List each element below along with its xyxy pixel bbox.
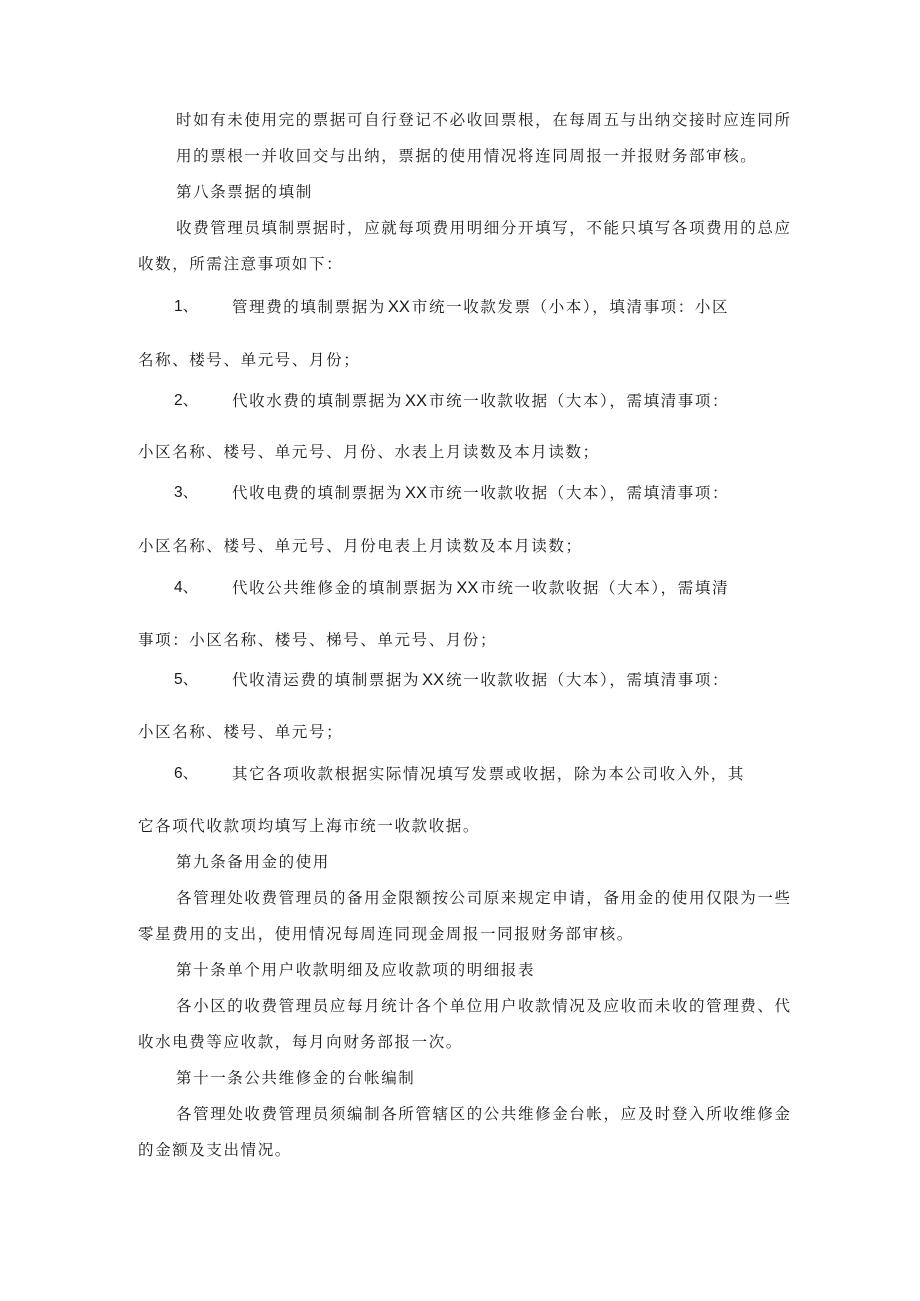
paragraph-line: 收数，所需注意事项如下： xyxy=(138,255,344,273)
section-heading-8: 第八条票据的填制 xyxy=(176,183,313,201)
section-heading-10: 第十条单个用户收款明细及应收款项的明细报表 xyxy=(176,961,536,979)
paragraph-line: 的金额及支出情况。 xyxy=(138,1141,292,1159)
item-text-xx: XX xyxy=(405,484,428,502)
item-text-post: 统一收款收据（大本），需填清事项： xyxy=(446,671,730,689)
item-number: 6、 xyxy=(174,765,199,782)
item-text xyxy=(232,670,729,690)
item-text-post: 市统一收款收据（大本），需填清事项： xyxy=(429,392,730,410)
item-text-xx: XX xyxy=(456,579,479,597)
item-number: 5、 xyxy=(174,671,199,688)
paragraph-line: 各管理处收费管理员须编制各所管辖区的公共维修金台帐，应及时登入所收维修金 xyxy=(176,1105,792,1123)
item-continuation: 名称、楼号、单元号、月份； xyxy=(138,351,361,369)
item-text-xx: XX xyxy=(387,298,410,316)
item-number: 1、 xyxy=(174,298,199,315)
item-continuation: 它各项代收款项均填写上海市统一收款收据。 xyxy=(138,817,481,835)
item-text-pre: 代收公共维修金的填制票据为 xyxy=(232,579,455,597)
item-text-pre: 代收清运费的填制票据为 xyxy=(232,671,421,689)
paragraph-line: 零星费用的支出，使用情况每周连同现金周报一同报财务部审核。 xyxy=(138,925,634,943)
paragraph-line: 各管理处收费管理员的备用金限额按公司原来规定申请，备用金的使用仅限为一些 xyxy=(176,889,792,907)
item-text-pre: 代收电费的填制票据为 xyxy=(232,484,404,502)
item-number: 4、 xyxy=(174,579,199,596)
item-text-pre: 管理费的填制票据为 xyxy=(232,298,386,316)
section-heading-9: 第九条备用金的使用 xyxy=(176,853,330,871)
item-continuation: 事项：小区名称、楼号、梯号、单元号、月份； xyxy=(138,631,498,649)
item-text-post: 市统一收款发票（小本），填清事项：小区 xyxy=(411,298,730,316)
paragraph-line: 用的票根一并收回交与出纳，票据的使用情况将连同周报一并报财务部审核。 xyxy=(176,147,758,165)
item-text xyxy=(232,578,729,598)
item-continuation: 小区名称、楼号、单元号、月份电表上月读数及本月读数； xyxy=(138,537,583,555)
item-continuation: 小区名称、楼号、单元号、月份、水表上月读数及本月读数； xyxy=(138,443,600,461)
item-text-pre: 其它各项收款根据实际情况填写发票或收据，除为本公司收入外，其 xyxy=(232,765,746,783)
item-text xyxy=(232,391,729,411)
paragraph-line: 各小区的收费管理员应每月统计各个单位用户收款情况及应收而未收的管理费、代 xyxy=(176,997,792,1015)
item-text-xx: XX xyxy=(405,392,428,410)
item-number: 2、 xyxy=(174,392,199,409)
item-text-post: 市统一收款收据（大本），需填清 xyxy=(480,579,730,597)
section-heading-11: 第十一条公共维修金的台帐编制 xyxy=(176,1069,416,1087)
paragraph-line: 时如有未使用完的票据可自行登记不必收回票根，在每周五与出纳交接时应连同所 xyxy=(176,111,792,129)
paragraph-line: 收水电费等应收款，每月向财务部报一次。 xyxy=(138,1033,463,1051)
item-text xyxy=(232,297,729,317)
item-continuation: 小区名称、楼号、单元号； xyxy=(138,723,344,741)
item-text xyxy=(232,764,745,784)
item-number: 3、 xyxy=(174,484,199,501)
paragraph-line: 收费管理员填制票据时，应就每项费用明细分开填写，不能只填写各项费用的总应 xyxy=(176,219,792,237)
item-text-pre: 代收水费的填制票据为 xyxy=(232,392,404,410)
item-text-post: 市统一收款收据（大本），需填清事项： xyxy=(429,484,730,502)
item-text xyxy=(232,483,729,503)
item-text-xx: XX xyxy=(422,671,445,689)
